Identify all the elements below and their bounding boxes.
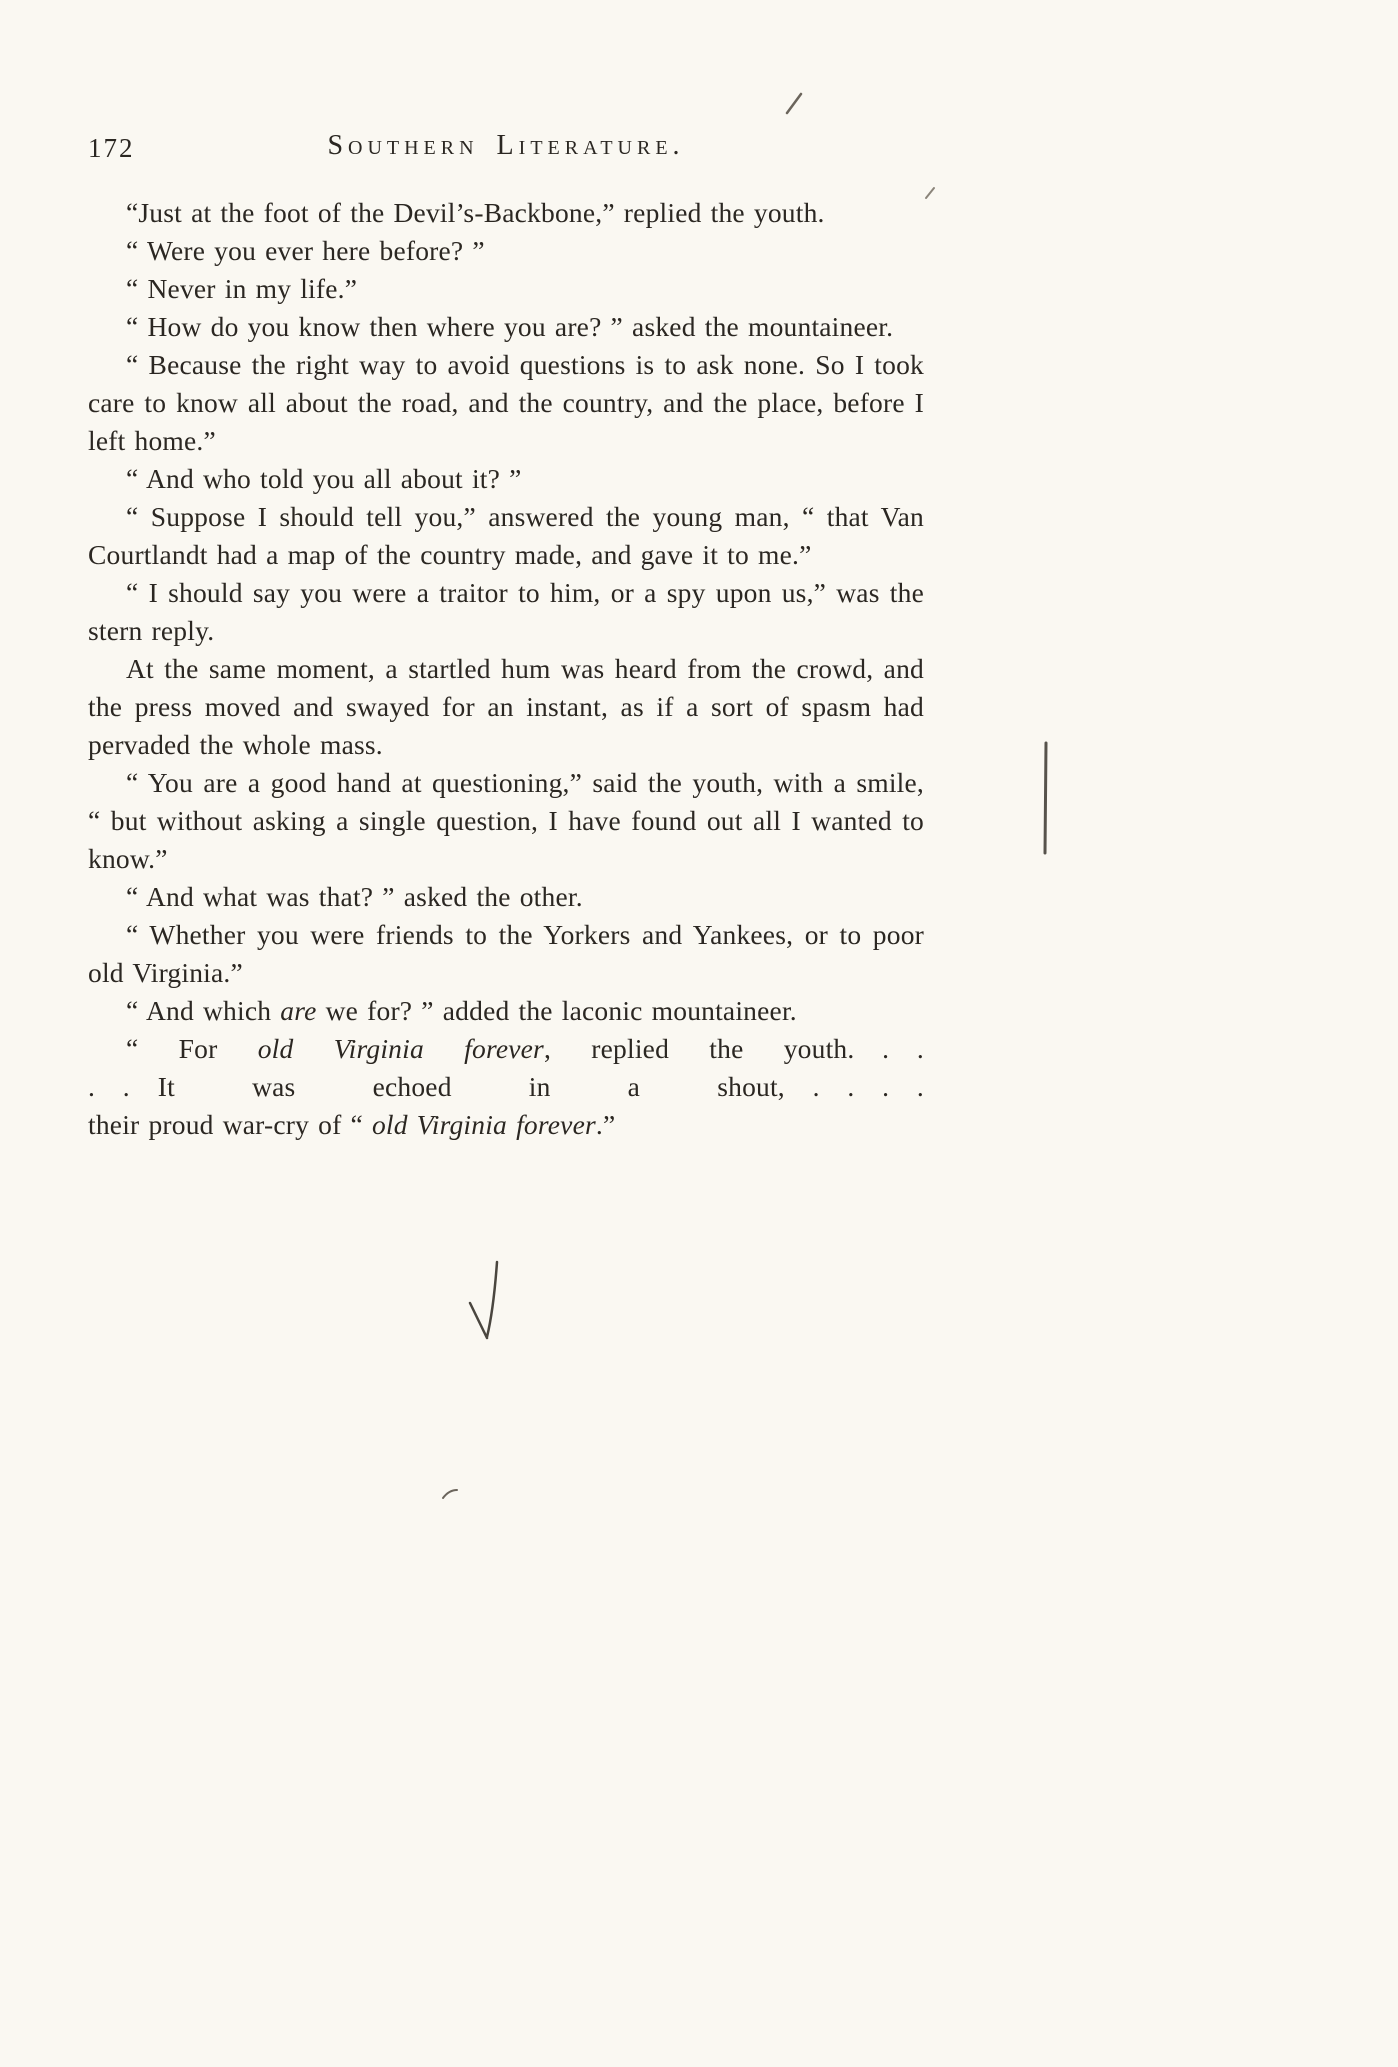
paragraph: [88, 498, 924, 574]
pen-checkmark-icon: [470, 1303, 487, 1338]
text-run: “ You are a good hand at questioning,” said the youth, with a smile, “ but without asking a single question, I have found out all I wanted to know.”: [88, 767, 924, 874]
text-run: “ Whether you were friends to the Yorkers and Yankees, or to poor old Virginia.”: [88, 919, 924, 988]
paragraph: [88, 916, 924, 992]
text-run: we for? ” added the laconic mountaineer.: [316, 995, 797, 1026]
text-run: .”: [595, 1109, 616, 1140]
text-run: “ Because the right way to avoid questions is to ask none. So I took care to know all about the road, and the country, and the place, before I left home.”: [88, 349, 924, 456]
body-text: [88, 194, 924, 1144]
italic-text-run: are: [280, 995, 317, 1026]
diagonal-tick-icon: [787, 94, 801, 113]
paragraph: [88, 878, 924, 916]
paragraph: [88, 1030, 924, 1144]
vertical-scratch-icon: [1045, 743, 1046, 853]
paragraph-line: [88, 1068, 924, 1106]
small-stroke-icon: [443, 1490, 457, 1498]
text-run: “Just at the foot of the Devil’s-Backbone,” replied the youth.: [126, 197, 825, 228]
text-run: their proud war-cry of “: [88, 1109, 372, 1140]
text-run: “ I should say you were a traitor to him, or a spy upon us,” was the stern reply.: [88, 577, 924, 646]
running-title: Southern Literature.: [327, 130, 685, 161]
paragraph-line: [88, 1106, 924, 1144]
text-run: . . It was echoed in a shout, . . . .: [88, 1071, 924, 1102]
text-run: “ How do you know then where you are? ” asked the mountaineer.: [126, 311, 894, 342]
text-run: “ And which: [126, 995, 281, 1026]
paragraph: [88, 650, 924, 764]
paragraph: [88, 460, 924, 498]
paragraph: [88, 992, 924, 1030]
italic-text-run: old Virginia forever: [257, 1033, 544, 1064]
paragraph: [88, 346, 924, 460]
paragraph-line: [88, 1030, 924, 1068]
text-run: “ For: [126, 1033, 258, 1064]
text-run: , replied the youth. . .: [543, 1033, 925, 1064]
pen-checkmark-icon: [487, 1262, 497, 1337]
text-run: “ Never in my life.”: [126, 273, 358, 304]
page-header: [88, 130, 924, 170]
text-run: At the same moment, a startled hum was heard from the crowd, and the press moved and swayed for an instant, as if a sort of spasm had pervaded the whole mass.: [88, 653, 924, 760]
text-run: “ And who told you all about it? ”: [126, 463, 522, 494]
paragraph: [88, 308, 924, 346]
paragraph: [88, 232, 924, 270]
text-run: “ And what was that? ” asked the other.: [126, 881, 583, 912]
italic-text-run: old Virginia forever: [371, 1109, 596, 1140]
text-run: “ Were you ever here before? ”: [126, 235, 485, 266]
page-number: 172: [88, 133, 135, 163]
small-tick-icon: [926, 188, 934, 198]
paragraph: [88, 764, 924, 878]
text-run: “ Suppose I should tell you,” answered the young man, “ that Van Courtlandt had a map of the country made, and gave it to me.”: [88, 501, 924, 570]
paragraph: [88, 270, 924, 308]
paragraph: [88, 574, 924, 650]
paragraph: [88, 194, 924, 232]
